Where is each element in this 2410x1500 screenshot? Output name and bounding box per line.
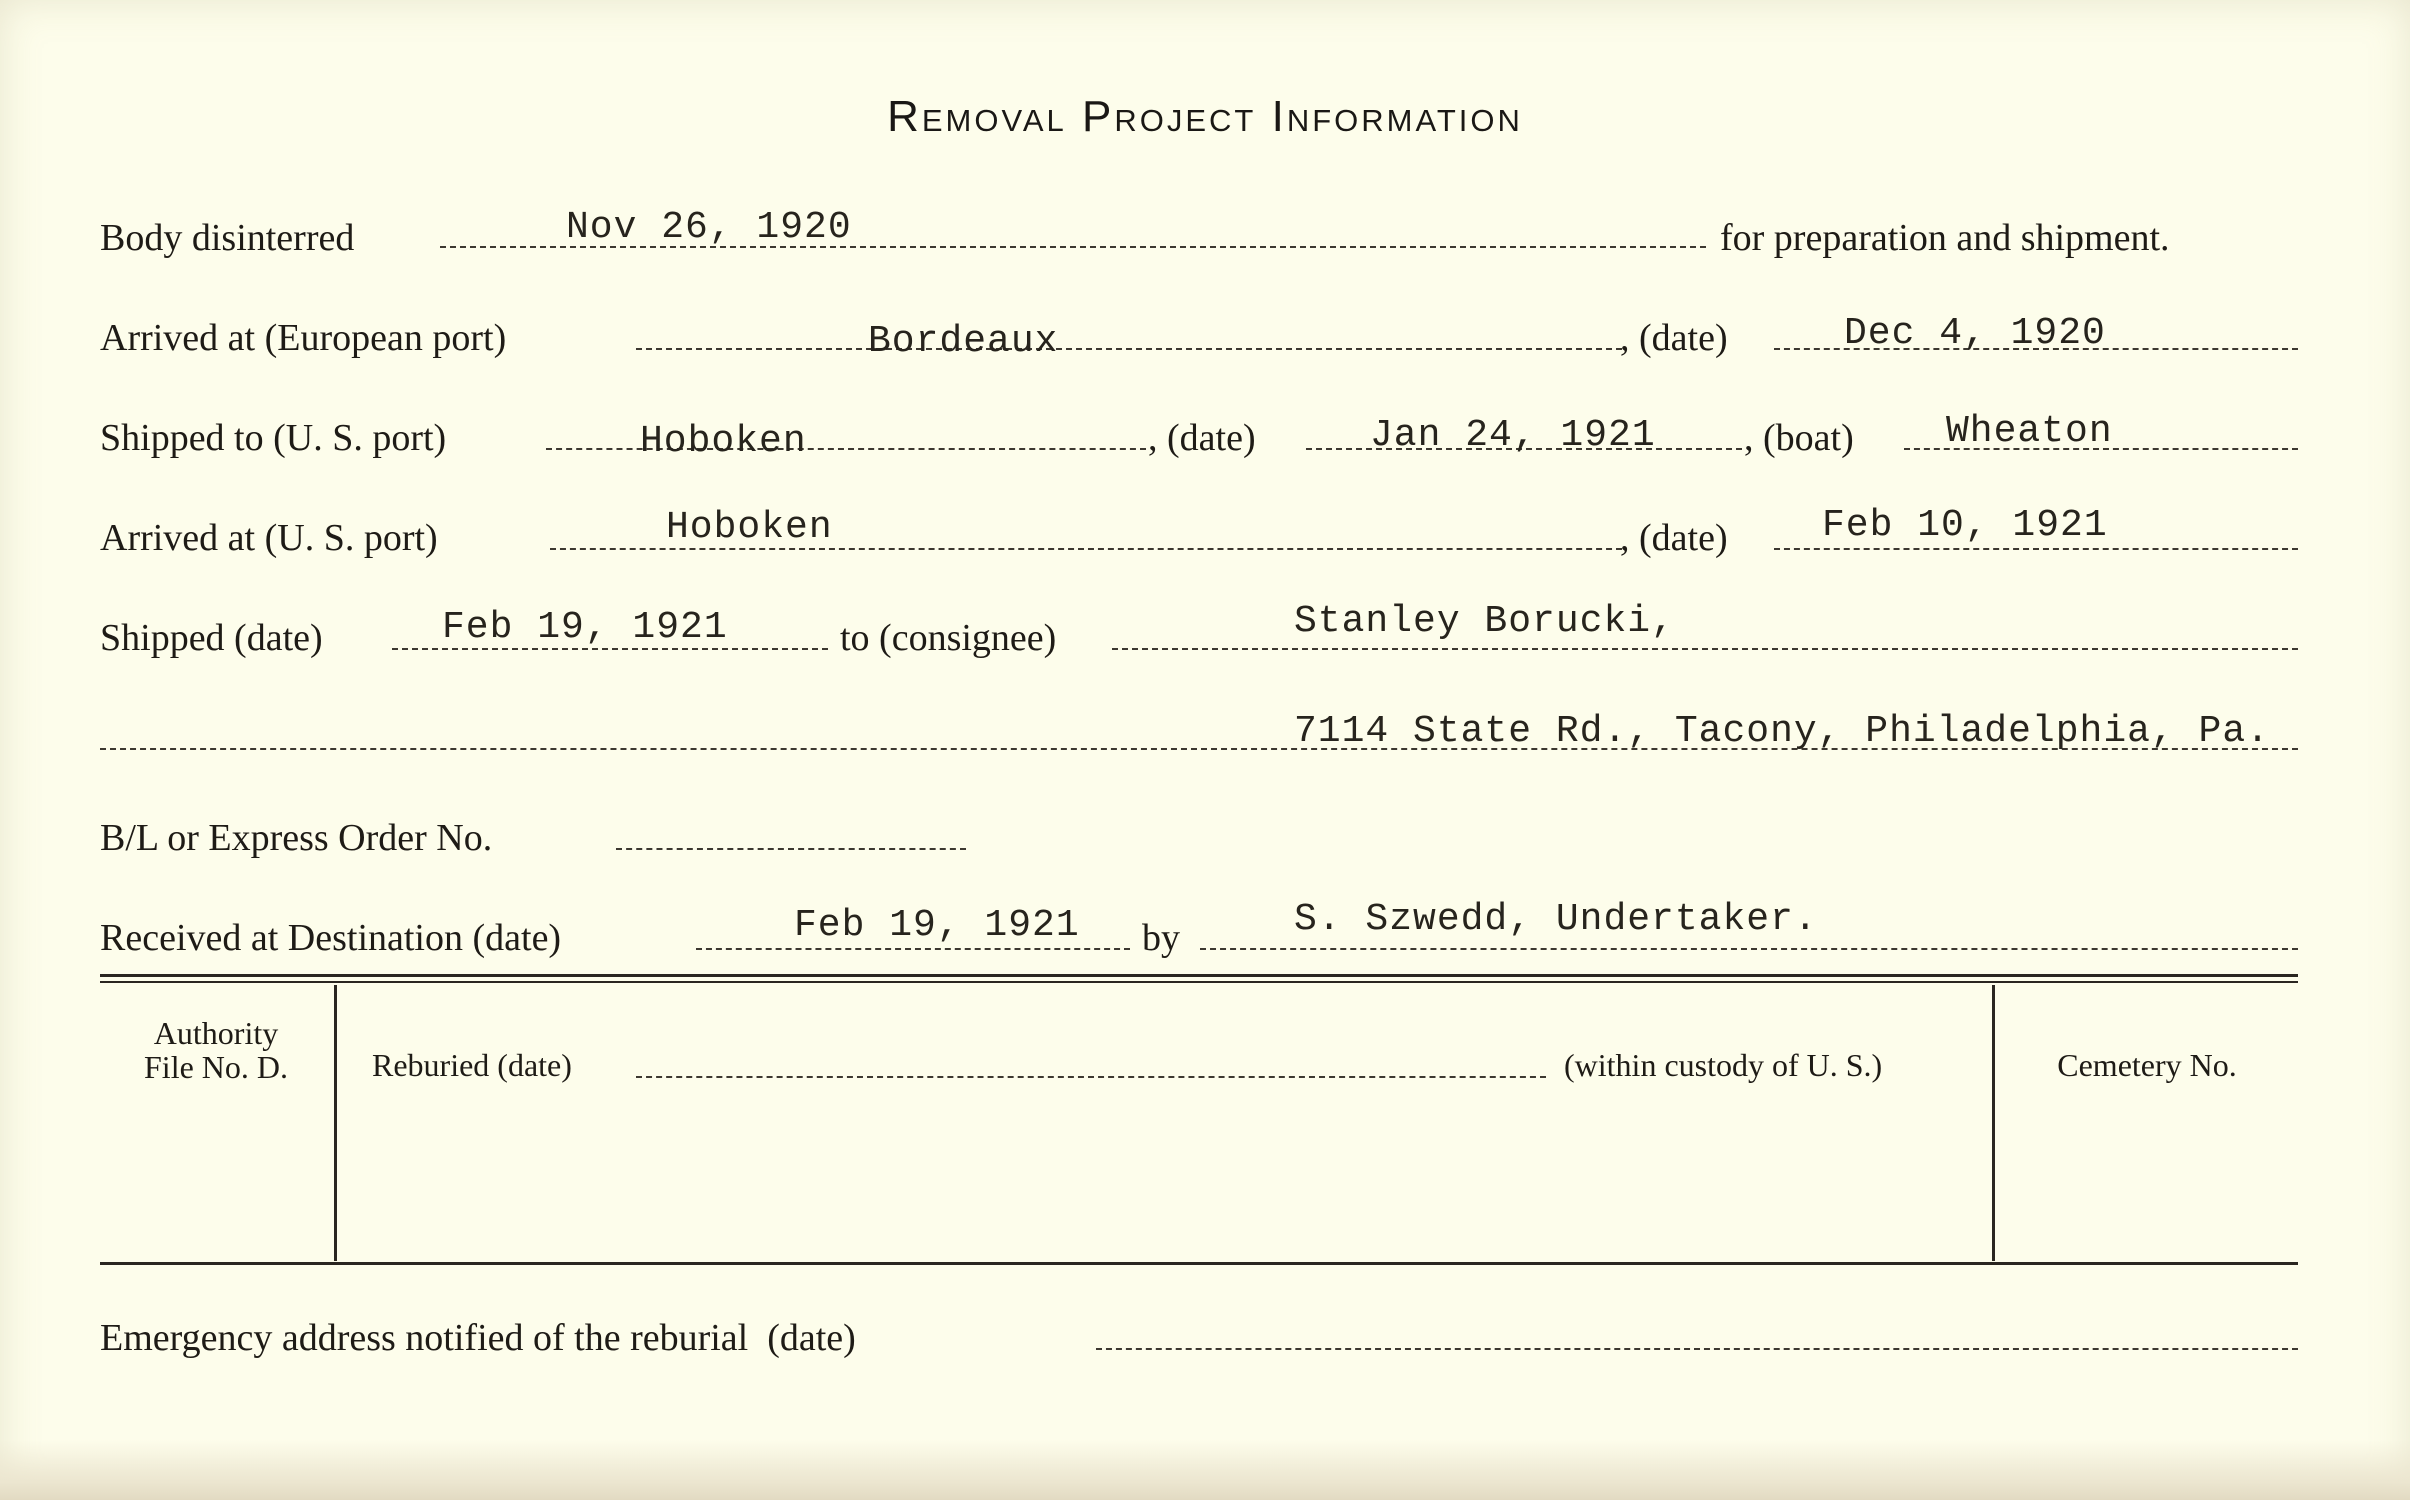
received-by-label: by (1142, 917, 1180, 959)
european-port-value[interactable]: Bordeaux (868, 320, 1059, 363)
shipped-to-date-label: , (date) (1148, 417, 1256, 459)
arrived-us-label: Arrived at (U. S. port) (100, 517, 438, 559)
shipped-to-label: Shipped to (U. S. port) (100, 417, 447, 459)
shipped-date-value[interactable]: Feb 19, 1921 (442, 606, 728, 649)
custody-label: (within custody of U. S.) (1564, 1047, 1883, 1083)
table-top-rule-1 (100, 974, 2298, 977)
shipped-date-label: Shipped (date) (100, 617, 323, 659)
reburied-line (636, 1076, 1546, 1078)
consignee-value[interactable]: Stanley Borucki, (1294, 600, 1675, 643)
shipped-to-boat[interactable]: Wheaton (1946, 410, 2113, 453)
arrived-us-date[interactable]: Feb 10, 1921 (1822, 504, 2108, 547)
emergency-label: Emergency address notified of the reburial (date) (100, 1317, 856, 1359)
disinterred-label: Body disinterred (100, 217, 355, 259)
received-by-line (1200, 948, 2298, 950)
received-label: Received at Destination (date) (100, 917, 562, 959)
european-port-date[interactable]: Dec 4, 1920 (1844, 312, 2106, 355)
disinterred-value[interactable]: Nov 26, 1920 (566, 206, 852, 249)
table-bottom-rule (100, 1262, 2298, 1265)
shipped-to-date[interactable]: Jan 24, 1921 (1370, 414, 1656, 457)
disinterred-suffix: for preparation and shipment. (1720, 217, 2170, 259)
bl-line (616, 848, 966, 850)
shipped-to-boat-label: , (boat) (1744, 417, 1854, 459)
table-divider-right (1992, 985, 1995, 1261)
cemetery-label: Cemetery No. (2057, 1047, 2237, 1083)
address-value[interactable]: 7114 State Rd., Tacony, Philadelphia, Pa. (1294, 710, 2270, 753)
table-divider-left (334, 985, 337, 1261)
received-by-value[interactable]: S. Szwedd, Undertaker. (1294, 898, 1818, 941)
received-date-line (696, 948, 1130, 950)
consignee-line (1112, 648, 2298, 650)
reburied-label: Reburied (date) (372, 1047, 572, 1083)
consignee-label: to (consignee) (840, 617, 1057, 659)
arrived-us-value[interactable]: Hoboken (666, 506, 833, 549)
table-top-rule-2 (100, 981, 2298, 983)
shipped-to-line (546, 448, 1146, 450)
arrived-us-date-line (1774, 548, 2298, 550)
form-title: Removal Project Information (887, 92, 1523, 141)
bl-label: B/L or Express Order No. (100, 817, 493, 859)
shipped-to-value[interactable]: Hoboken (640, 420, 807, 463)
authority-label-2: File No. D. (144, 1049, 288, 1085)
european-port-label: Arrived at (European port) (100, 317, 507, 359)
european-port-date-label: , (date) (1620, 317, 1728, 359)
emergency-line (1096, 1348, 2298, 1350)
arrived-us-date-label: , (date) (1620, 517, 1728, 559)
european-port-line (636, 348, 1622, 350)
received-date-value[interactable]: Feb 19, 1921 (794, 904, 1080, 947)
authority-label-1: Authority (153, 1015, 279, 1051)
